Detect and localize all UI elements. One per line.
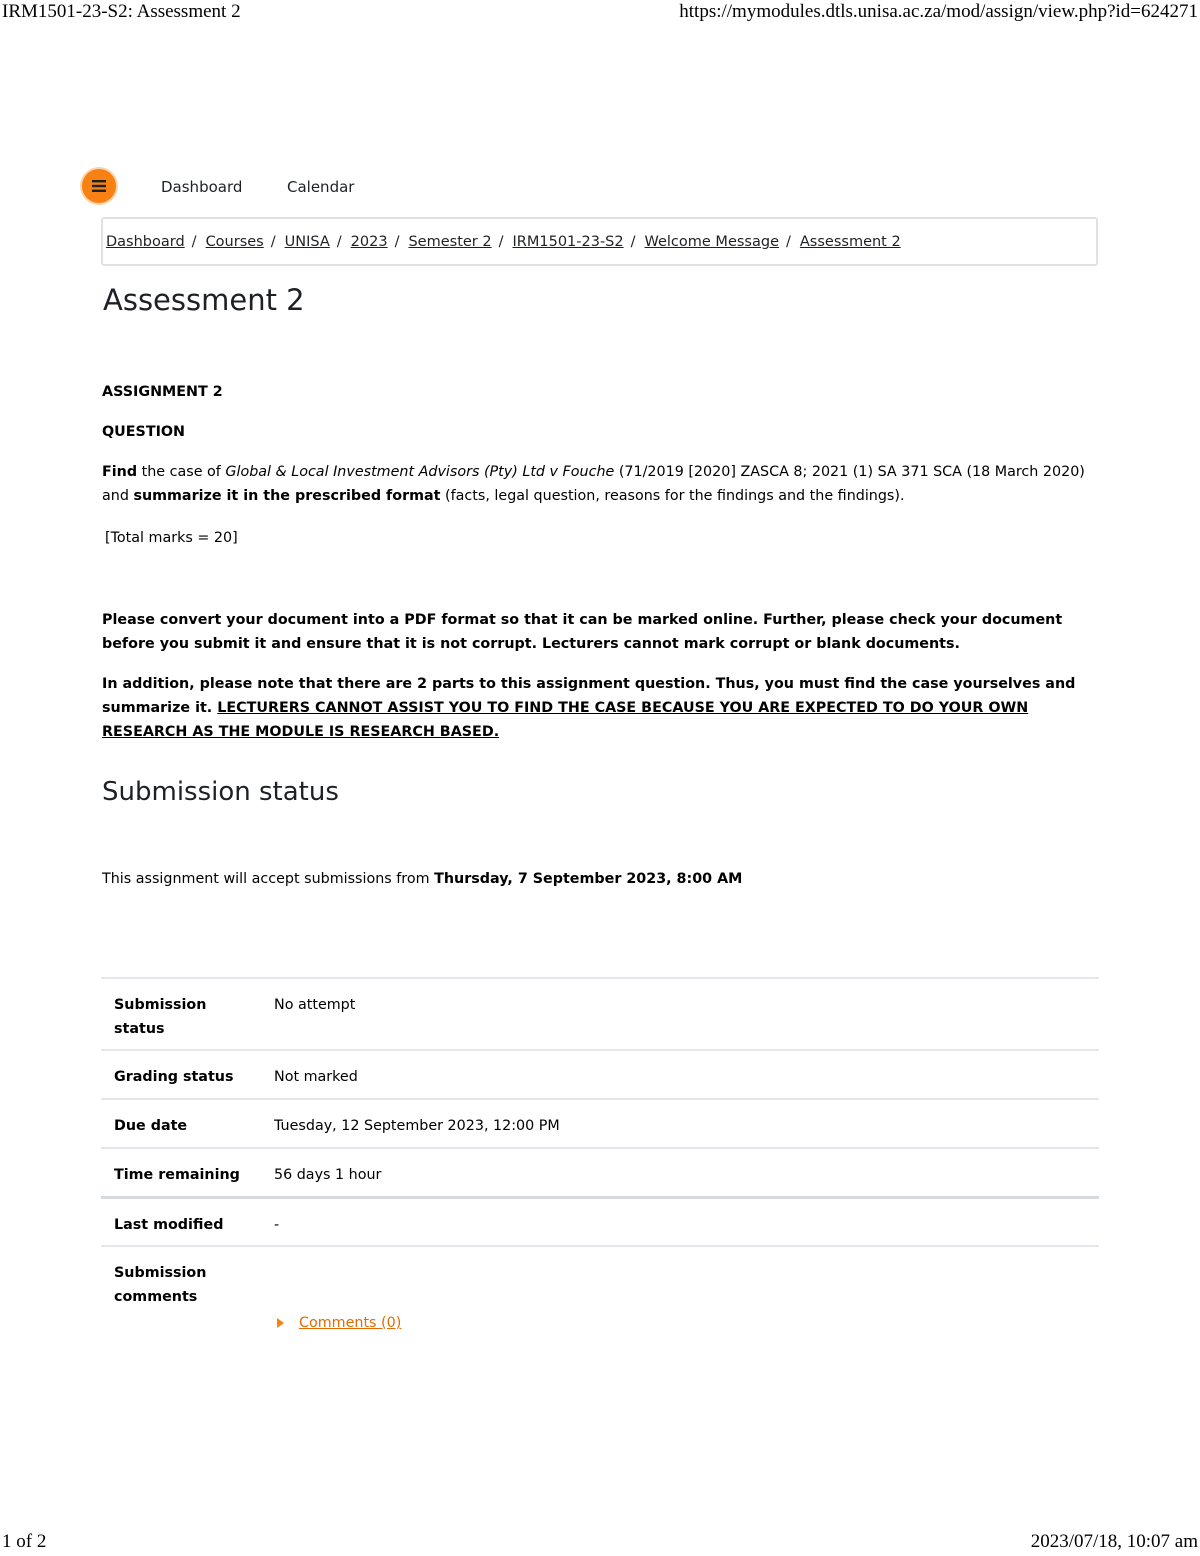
due-date-value: Tuesday, 12 September 2023, 12:00 PM [259,1099,1099,1148]
print-datetime: 2023/07/18, 10:07 am [1030,1531,1198,1552]
table-row [101,1148,1099,1197]
table-row [101,1050,1099,1099]
table-row [101,1099,1099,1148]
breadcrumb-dashboard[interactable]: Dashboard [106,234,185,250]
grading-status-label: Grading status [101,1050,259,1099]
submission-comments-cell [259,1246,1099,1346]
print-footer [0,1530,1200,1556]
breadcrumb-separator: / [394,234,400,250]
table-row [101,978,1099,1050]
breadcrumb-separator: / [191,234,197,250]
find-text: the case of [137,464,226,480]
breadcrumb-list [106,234,901,250]
addition-note [102,672,1092,744]
comments-link[interactable]: Comments (0) [299,1315,402,1331]
table-row [101,1246,1099,1346]
time-remaining-label: Time remaining [101,1148,259,1197]
breadcrumb-semester[interactable]: Semester 2 [408,234,492,250]
print-header [0,0,1200,26]
nav-dashboard-link[interactable]: Dashboard [161,178,243,196]
hamburger-icon [91,178,107,194]
case-name: Global & Local Investment Advisors (Pty) Ltd v Fouche [225,464,615,480]
table-row [101,1197,1099,1246]
summarize-bold: summarize it in the prescribed format [133,488,441,504]
breadcrumb-separator: / [336,234,342,250]
breadcrumb-separator: / [498,234,504,250]
submission-open-notice [102,871,742,887]
question-heading: QUESTION [102,424,186,440]
last-modified-label: Last modified [101,1197,259,1246]
comments-toggle[interactable] [274,1311,1099,1335]
case-citation: (71/2019 [2020] ZASCA 8; 2021 (1) SA 371 SCA (18 March 2020) and [102,464,1085,504]
submission-status-heading: Submission status [102,777,339,807]
menu-toggle-button[interactable] [82,169,116,203]
summarize-text: (facts, legal question, reasons for the findings and the findings). [440,488,905,504]
accept-prefix: This assignment will accept submissions from [102,871,435,887]
find-bold: Find [102,464,138,480]
expand-arrow-icon[interactable] [277,1318,284,1328]
grading-status-value: Not marked [259,1050,1099,1099]
research-warning: LECTURERS CANNOT ASSIST YOU TO FIND THE CASE BECAUSE YOU ARE EXPECTED TO DO YOUR OWN RESEARCH AS THE MODULE IS RESEARCH BASED. [102,700,1029,740]
top-navigation [82,169,482,205]
breadcrumb-year[interactable]: 2023 [350,234,388,250]
breadcrumb-assessment[interactable]: Assessment 2 [799,234,901,250]
breadcrumb-welcome-message[interactable]: Welcome Message [644,234,779,250]
due-date-label: Due date [101,1099,259,1148]
submission-status-value: No attempt [259,978,1099,1050]
submission-status-table [101,977,1099,1346]
breadcrumb [101,217,1098,266]
print-page-number: 1 of 2 [2,1531,47,1552]
nav-calendar-link[interactable]: Calendar [287,178,355,196]
print-header-title: IRM1501-23-S2: Assessment 2 [2,1,241,22]
page-title: Assessment 2 [103,283,305,317]
assignment-heading: ASSIGNMENT 2 [102,384,223,400]
breadcrumb-separator: / [270,234,276,250]
question-text [102,460,1092,508]
last-modified-value: - [259,1197,1099,1246]
breadcrumb-unisa[interactable]: UNISA [284,234,330,250]
breadcrumb-separator: / [786,234,791,250]
print-header-url: https://mymodules.dtls.unisa.ac.za/mod/assign/view.php?id=624271 [679,1,1198,22]
submission-comments-label: Submission comments [101,1246,259,1346]
accept-date: Thursday, 7 September 2023, 8:00 AM [434,871,743,887]
breadcrumb-courses[interactable]: Courses [205,234,264,250]
time-remaining-value: 56 days 1 hour [259,1148,1099,1197]
submission-status-label: Submission status [101,978,259,1050]
breadcrumb-module[interactable]: IRM1501-23-S2 [512,234,624,250]
total-marks: [Total marks = 20] [105,530,238,546]
breadcrumb-separator: / [630,234,636,250]
convert-note: Please convert your document into a PDF format so that it can be marked online. Further, please check your document before you submit it and ensure that it is not corrupt. Lecturers cannot mark corrupt or blank documents. [102,612,1063,652]
addition-note-text: In addition, please note that there are 2 parts to this assignment question. Thus, you must find the case yourselves and summarize it. [102,676,1076,716]
